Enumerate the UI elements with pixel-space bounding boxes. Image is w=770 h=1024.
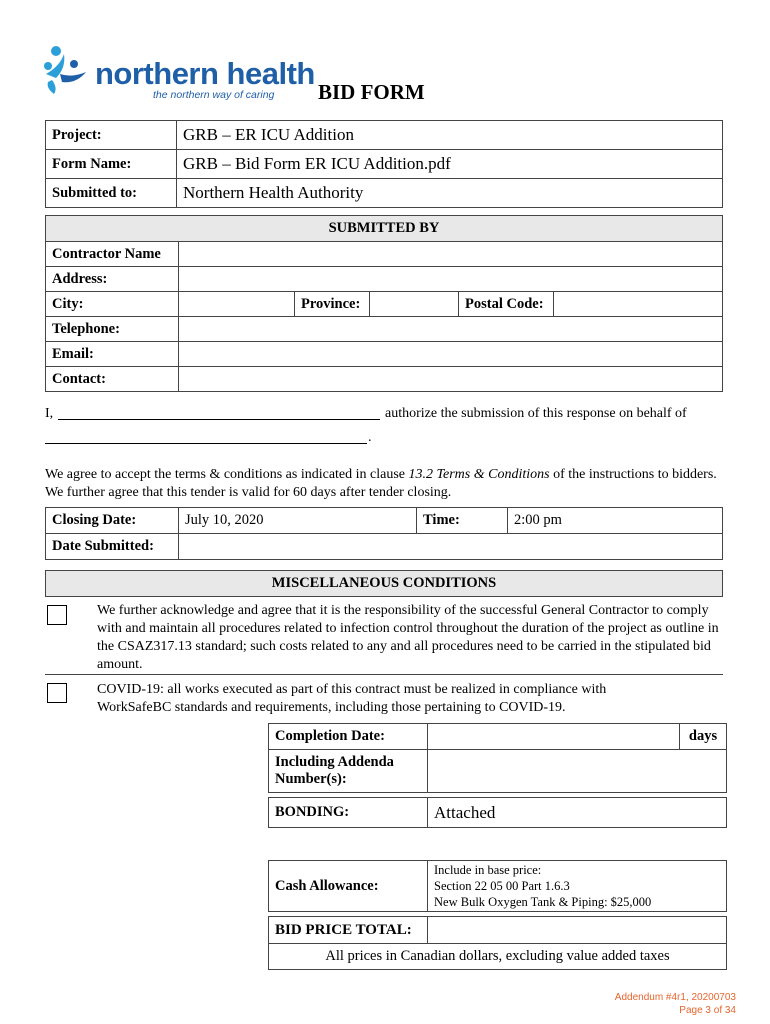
addenda-field[interactable] <box>428 750 727 793</box>
addenda-label: Including Addenda Number(s): <box>269 750 428 793</box>
cash-allowance-label: Cash Allowance: <box>269 861 428 912</box>
footer-addendum: Addendum #4r1, 20200703 <box>614 992 736 1003</box>
logo-name: northern health <box>95 56 315 91</box>
submitted-by-heading: SUBMITTED BY <box>46 216 723 242</box>
time-value: 2:00 pm <box>508 508 723 534</box>
authorizer-name-field[interactable] <box>58 419 380 420</box>
closing-date-value: July 10, 2020 <box>179 508 417 534</box>
postal-code-label: Postal Code: <box>459 292 554 317</box>
contact-field[interactable] <box>179 367 723 392</box>
city-field[interactable] <box>179 292 295 317</box>
closing-table <box>45 507 723 560</box>
bid-price-table <box>268 916 727 970</box>
email-field[interactable] <box>179 342 723 367</box>
northern-health-logo-icon <box>42 44 92 96</box>
date-submitted-label: Date Submitted: <box>46 534 179 560</box>
project-label: Project: <box>46 121 177 150</box>
province-field[interactable] <box>370 292 459 317</box>
authorize-prefix: I, <box>45 406 54 421</box>
address-label: Address: <box>46 267 179 292</box>
infection-control-checkbox[interactable] <box>47 605 67 625</box>
contact-label: Contact: <box>46 367 179 392</box>
authorize-text: authorize the submission of this response on behalf of <box>385 406 687 421</box>
address-field[interactable] <box>179 267 723 292</box>
misc-heading-table <box>45 570 723 597</box>
covid-checkbox[interactable] <box>47 683 67 703</box>
telephone-field[interactable] <box>179 317 723 342</box>
bonding-label: BONDING: <box>269 798 428 828</box>
form-name-value[interactable]: GRB – Bid Form ER ICU Addition.pdf <box>177 150 723 179</box>
completion-date-label: Completion Date: <box>269 724 428 750</box>
completion-table <box>268 723 727 793</box>
company-name-field[interactable] <box>45 443 367 444</box>
bonding-value: Attached <box>428 798 727 828</box>
logo-tagline: the northern way of caring <box>153 89 275 101</box>
project-value[interactable]: GRB – ER ICU Addition <box>177 121 723 150</box>
date-submitted-field[interactable] <box>179 534 723 560</box>
days-label: days <box>680 724 727 750</box>
city-label: City: <box>46 292 179 317</box>
bonding-table <box>268 797 727 828</box>
agreement-pre: We agree to accept the terms & conditions as indicated in clause <box>45 467 409 482</box>
misc-heading: MISCELLANEOUS CONDITIONS <box>46 571 723 597</box>
completion-days-field[interactable] <box>428 724 680 750</box>
closing-date-label: Closing Date: <box>46 508 179 534</box>
contractor-name-label: Contractor Name <box>46 242 179 267</box>
page-title: BID FORM <box>318 80 425 104</box>
agreement-clause: 13.2 Terms & Conditions <box>408 467 550 482</box>
contractor-name-field[interactable] <box>179 242 723 267</box>
telephone-label: Telephone: <box>46 317 179 342</box>
form-name-label: Form Name: <box>46 150 177 179</box>
postal-code-field[interactable] <box>554 292 723 317</box>
submitted-to-value[interactable]: Northern Health Authority <box>177 179 723 208</box>
cash-allowance-line3: New Bulk Oxygen Tank & Piping: $25,000 <box>434 895 652 909</box>
bid-price-note: All prices in Canadian dollars, excluding value added taxes <box>269 944 727 970</box>
covid-text: COVID-19: all works executed as part of this contract must be realized in compliance with WorkSafeBC standards and requirements, including those pertaining to COVID-19. <box>97 682 607 715</box>
email-label: Email: <box>46 342 179 367</box>
bid-price-field[interactable] <box>428 917 727 944</box>
submitted-to-label: Submitted to: <box>46 179 177 208</box>
province-label: Province: <box>295 292 370 317</box>
cash-allowance-line2: Section 22 05 00 Part 1.6.3 <box>434 879 570 893</box>
infection-control-text: We further acknowledge and agree that it is the responsibility of the successful General Contractor to comply with and maintain all procedures related to infection control throughout the duration of the project as outline in the CSAZ317.13 standard; such costs related to any and all procedures need to be carried in the stipulated bid amount. <box>97 603 719 672</box>
footer-page-number: Page 3 of 34 <box>679 1005 736 1016</box>
cash-allowance-table <box>268 860 727 912</box>
misc-divider <box>45 674 723 675</box>
project-info-table <box>45 120 723 208</box>
cash-allowance-details <box>428 861 727 912</box>
agreement-post: of the instructions to bidders. We further agree that this tender is valid for 60 days after tender closing. <box>45 467 717 500</box>
time-label: Time: <box>417 508 508 534</box>
authorize-end: . <box>368 430 372 445</box>
bid-price-label: BID PRICE TOTAL: <box>269 917 428 944</box>
agreement-paragraph <box>45 466 725 502</box>
footer <box>615 991 736 1017</box>
submitted-by-table <box>45 215 723 392</box>
cash-allowance-line1: Include in base price: <box>434 863 542 877</box>
